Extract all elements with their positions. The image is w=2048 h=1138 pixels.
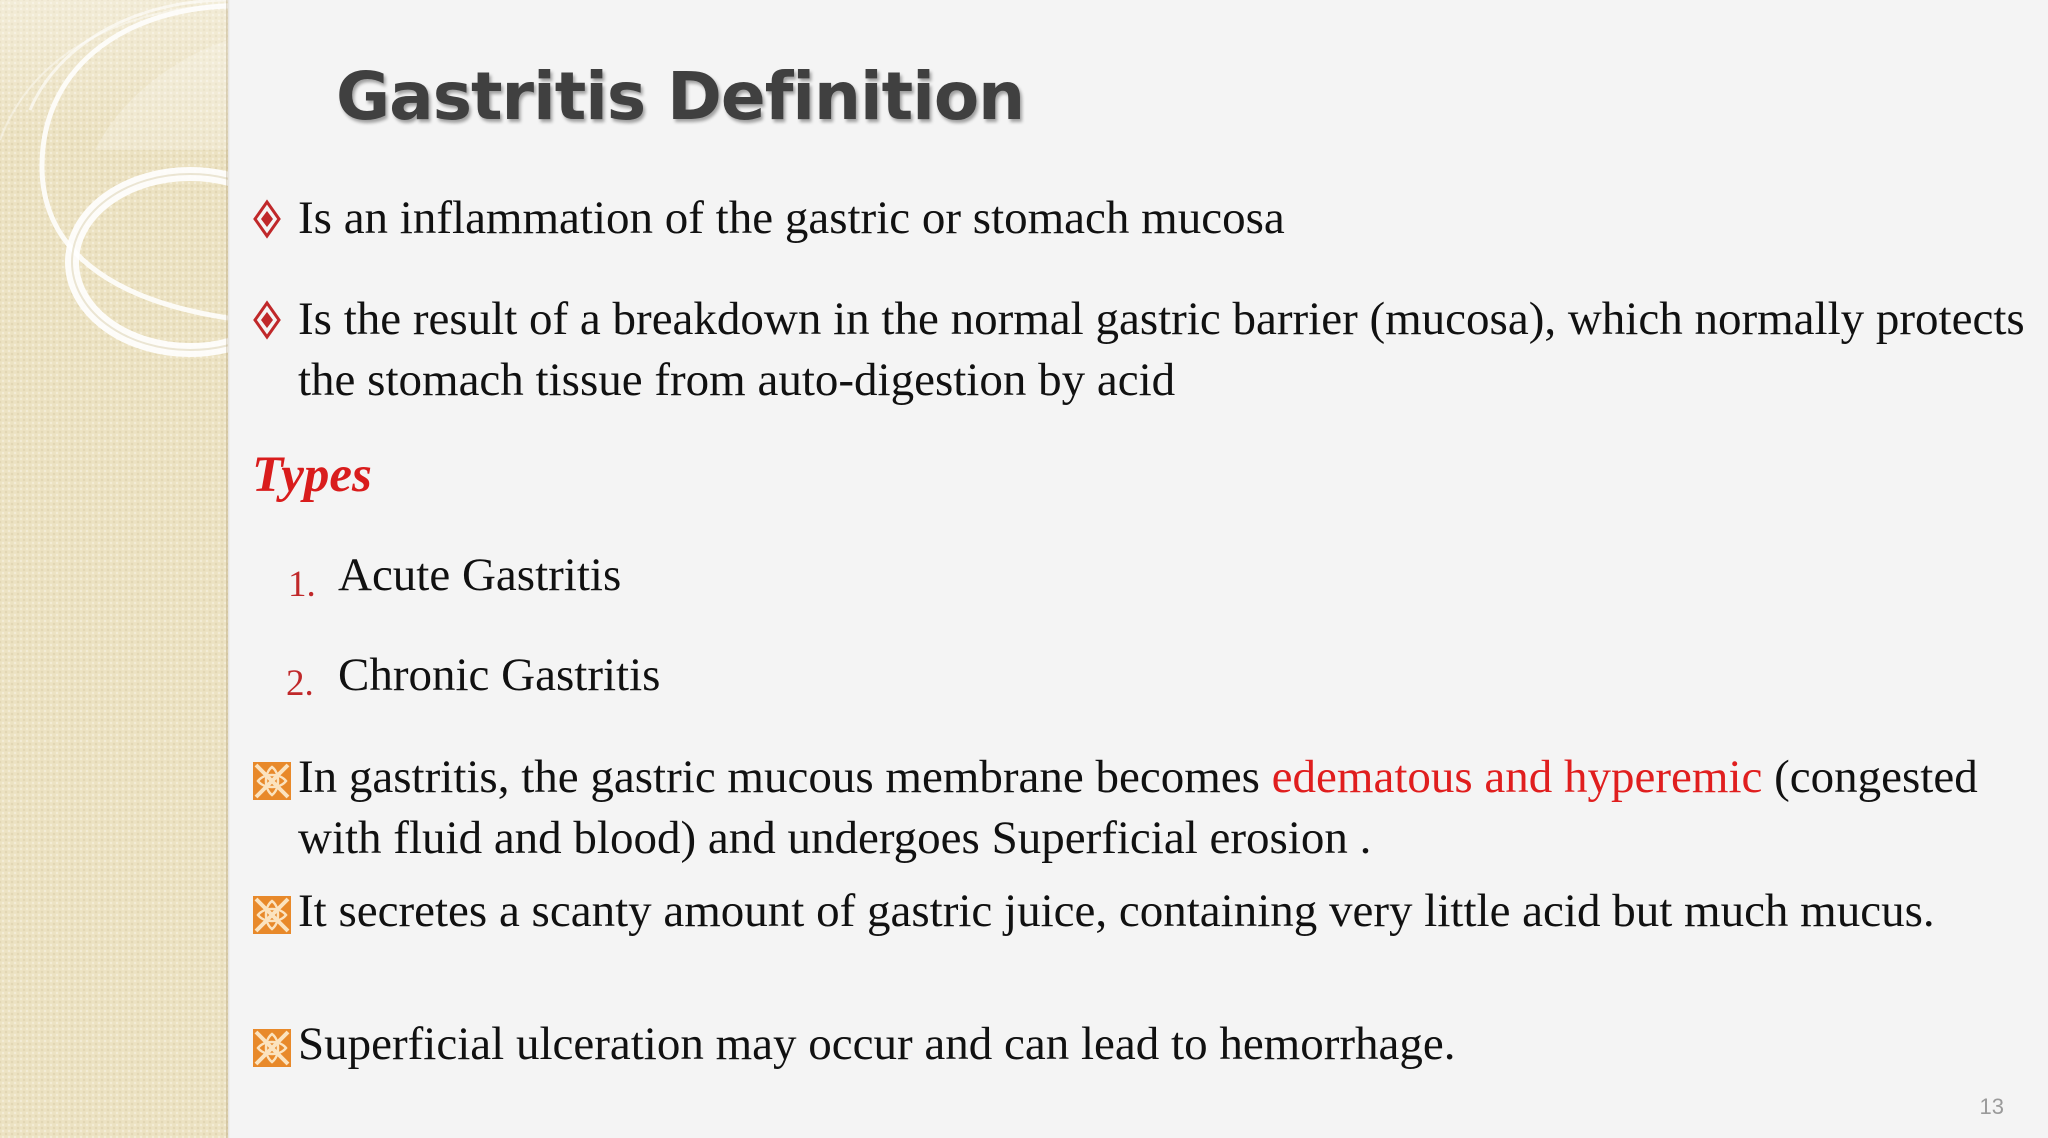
diamond-bullet-icon <box>252 199 282 239</box>
bullet-text-inflammation: Is an inflammation of the gastric or stomach mucosa <box>298 192 1285 244</box>
highlight-edematous-hyperemic: edematous and hyperemic <box>1271 751 1763 803</box>
panel-edge-shadow <box>226 0 230 1138</box>
detail-text-membrane: In gastritis, the gastric mucous membrane becomes edematous and hyperemic (congested with fluid and blood) and undergoes Superficial erosion . <box>298 751 1978 864</box>
list-number: 2. <box>286 663 314 704</box>
detail-text-ulceration: Superficial ulceration may occur and can lead to hemorrhage. <box>298 1018 1456 1070</box>
types-heading: Types <box>252 447 372 503</box>
type-item-acute: Acute Gastritis <box>338 549 622 601</box>
decorative-rings-icon <box>0 0 228 420</box>
detail-text-secretion: It secretes a scanty amount of gastric juice, containing very little acid but much mucus. <box>298 885 1935 937</box>
list-number: 1. <box>288 564 316 605</box>
decorative-left-panel <box>0 0 228 1138</box>
bullet-text-barrier: Is the result of a breakdown in the normal gastric barrier (mucosa), which normally protects the stomach tissue from auto-digestion by acid <box>298 293 2025 406</box>
diamond-bullet-icon <box>252 300 282 340</box>
slide-title: Gastritis Definition <box>336 58 1025 135</box>
page-number: 13 <box>1979 1094 2004 1119</box>
type-item-chronic: Chronic Gastritis <box>338 649 661 701</box>
ornament-bullet-icon <box>252 1028 292 1068</box>
ornament-bullet-icon <box>252 895 292 935</box>
ornament-bullet-icon <box>252 761 292 801</box>
